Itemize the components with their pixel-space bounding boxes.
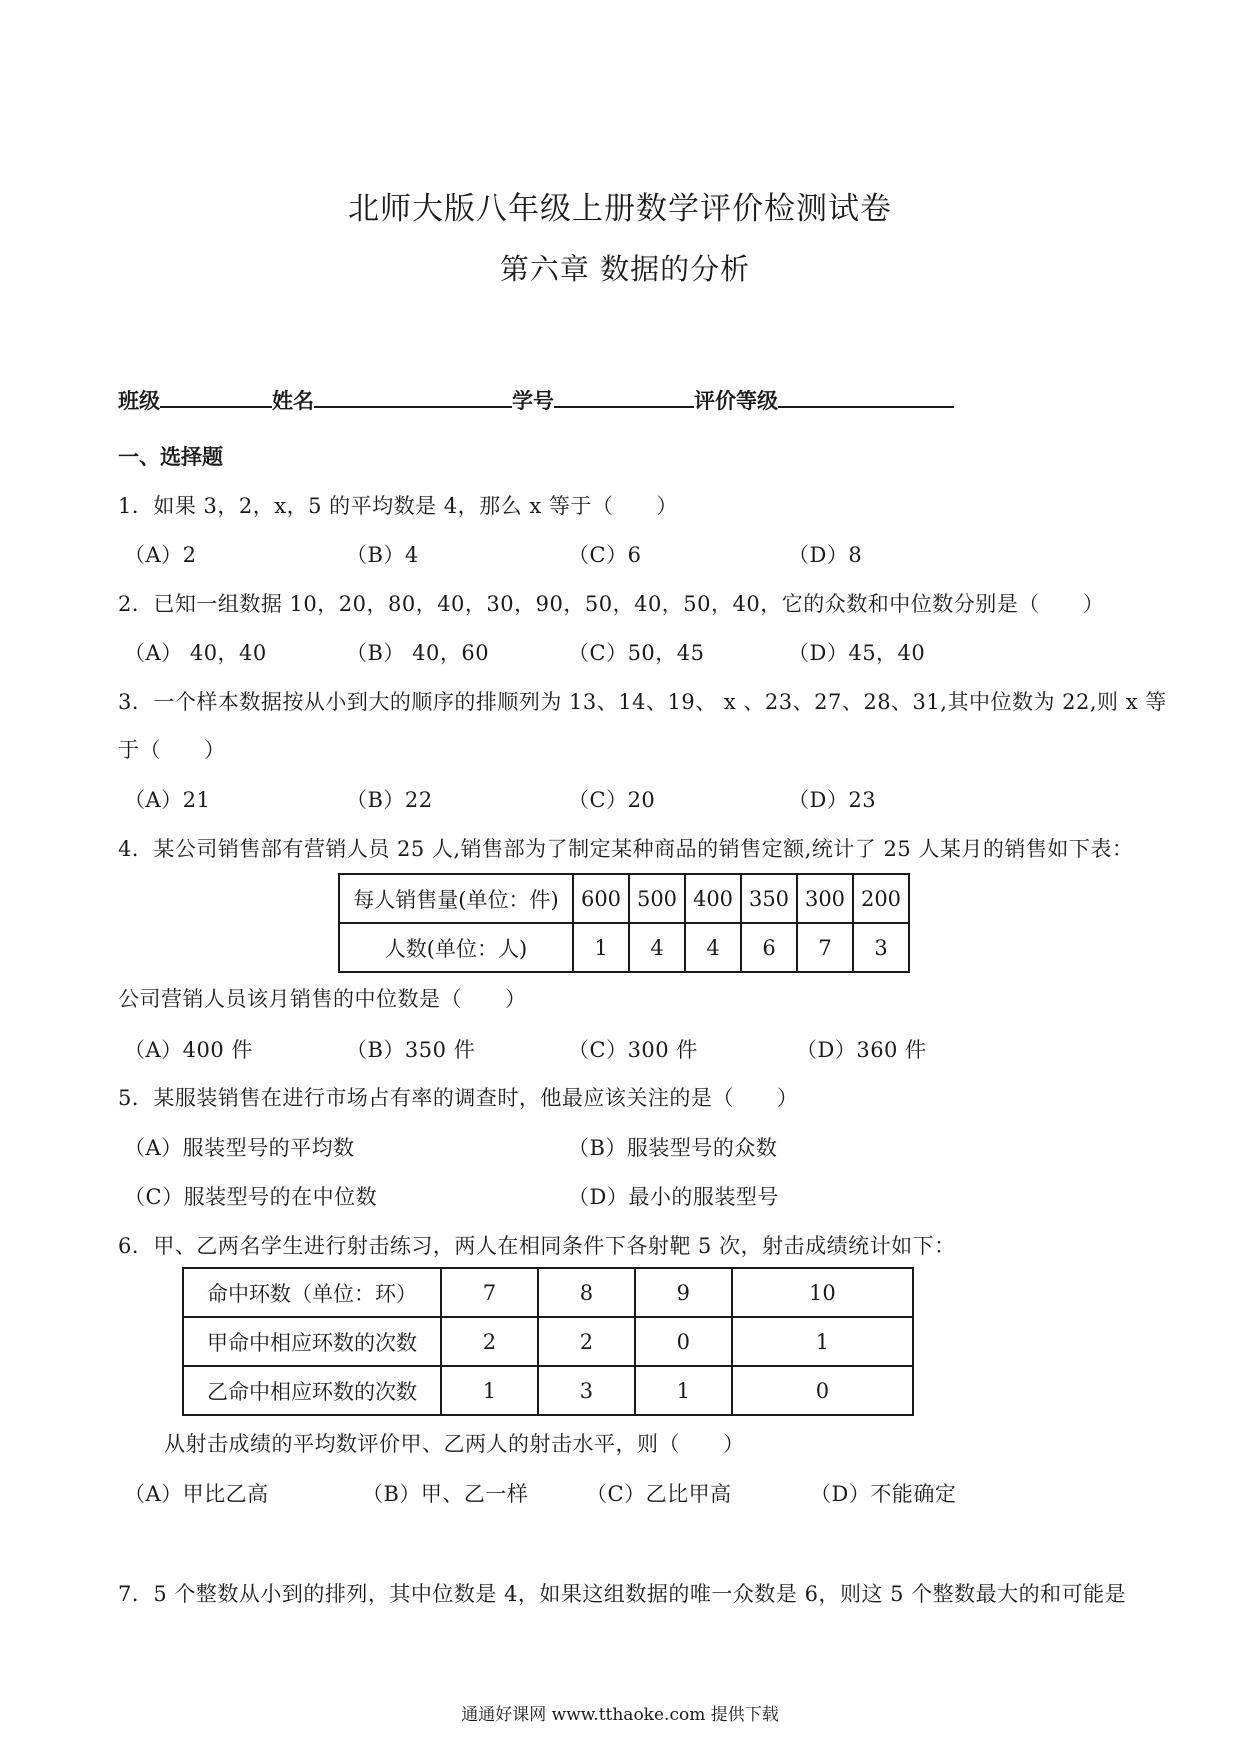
people-cell: 4 <box>629 923 685 972</box>
people-cell: 4 <box>685 923 741 972</box>
q4-option-d: （D）360 件 <box>796 1038 927 1062</box>
q1-option-b: （B）4 <box>346 543 419 567</box>
sales-cell: 400 <box>685 874 741 923</box>
people-cell: 7 <box>797 923 853 972</box>
q1-option-c: （C）6 <box>568 543 642 567</box>
rings-cell: 9 <box>635 1268 732 1317</box>
sales-table <box>338 873 910 973</box>
number-blank[interactable] <box>554 384 694 408</box>
sales-row <box>339 874 909 923</box>
question-7: 7．5 个整数从小到的排列，其中位数是 4，如果这组数据的唯一众数是 6，则这 5 个整数最大的和可能是 <box>118 1582 1127 1606</box>
grade-blank[interactable] <box>778 384 954 408</box>
grade-label: 评价等级 <box>694 389 778 413</box>
page-subtitle: 第六章 数据的分析 <box>499 252 751 286</box>
section-heading: 一、选择题 <box>118 445 223 469</box>
q3-option-c: （C）20 <box>568 788 656 812</box>
sales-cell: 600 <box>573 874 629 923</box>
q4-option-c: （C）300 件 <box>568 1038 698 1062</box>
q6-option-a: （A）甲比乙高 <box>124 1482 269 1506</box>
sales-cell: 300 <box>797 874 853 923</box>
sales-cell: 350 <box>741 874 797 923</box>
rings-cell: 7 <box>441 1268 538 1317</box>
question-6-prompt: 从射击成绩的平均数评价甲、乙两人的射击水平，则（ ） <box>164 1432 745 1456</box>
class-blank[interactable] <box>160 384 272 408</box>
name-blank[interactable] <box>314 384 512 408</box>
q6-option-b: （B）甲、乙一样 <box>362 1482 529 1506</box>
question-2: 2．已知一组数据 10，20，80，40，30，90，50，40，50，40，它的众数和中位数分别是（ ） <box>118 592 1105 616</box>
yi-cell: 1 <box>441 1366 538 1415</box>
jia-cell: 2 <box>441 1317 538 1366</box>
yi-cell: 3 <box>538 1366 635 1415</box>
question-5: 5．某服装销售在进行市场占有率的调查时，他最应该关注的是（ ） <box>118 1086 799 1110</box>
student-info-row <box>118 384 954 415</box>
people-row <box>339 923 909 972</box>
jia-row-header: 甲命中相应环数的次数 <box>183 1317 441 1366</box>
yi-cell: 0 <box>732 1366 913 1415</box>
people-cell: 3 <box>853 923 909 972</box>
jia-row <box>183 1317 913 1366</box>
question-4: 4．某公司销售部有营销人员 25 人,销售部为了制定某种商品的销售定额,统计了 25 人某月的销售如下表： <box>118 837 1134 861</box>
jia-cell: 1 <box>732 1317 913 1366</box>
rings-row-header: 命中环数（单位：环） <box>183 1268 441 1317</box>
question-3-line-2: 于（ ） <box>118 738 226 762</box>
people-cell: 6 <box>741 923 797 972</box>
sales-cell: 200 <box>853 874 909 923</box>
rings-cell: 8 <box>538 1268 635 1317</box>
sales-row-header: 每人销售量(单位：件) <box>339 874 573 923</box>
q5-option-b: （B）服装型号的众数 <box>568 1136 778 1160</box>
q6-option-d: （D）不能确定 <box>810 1482 957 1506</box>
jia-cell: 0 <box>635 1317 732 1366</box>
q2-option-d: （D）45，40 <box>788 641 926 665</box>
q4-option-b: （B）350 件 <box>346 1038 476 1062</box>
q2-option-c: （C）50，45 <box>568 641 705 665</box>
q1-option-d: （D）8 <box>788 543 863 567</box>
jia-cell: 2 <box>538 1317 635 1366</box>
q1-option-a: （A）2 <box>124 543 197 567</box>
q5-option-a: （A）服装型号的平均数 <box>124 1136 355 1160</box>
yi-row <box>183 1366 913 1415</box>
page-title: 北师大版八年级上册数学评价检测试卷 <box>348 191 892 227</box>
q5-option-c: （C）服装型号的在中位数 <box>124 1185 378 1209</box>
name-label: 姓名 <box>272 389 314 413</box>
class-label: 班级 <box>118 389 160 413</box>
sales-cell: 500 <box>629 874 685 923</box>
rings-cell: 10 <box>732 1268 913 1317</box>
yi-row-header: 乙命中相应环数的次数 <box>183 1366 441 1415</box>
q3-option-d: （D）23 <box>788 788 877 812</box>
people-cell: 1 <box>573 923 629 972</box>
yi-cell: 1 <box>635 1366 732 1415</box>
shooting-table <box>182 1267 914 1416</box>
question-4-prompt: 公司营销人员该月销售的中位数是（ ） <box>118 987 527 1011</box>
q2-option-a: （A） 40，40 <box>124 641 267 665</box>
question-3-line-1: 3．一个样本数据按从小到大的顺序的排顺列为 13、14、19、 x 、23、27、28、31,其中位数为 22,则 x 等 <box>118 690 1167 714</box>
question-6: 6．甲、乙两名学生进行射击练习，两人在相同条件下各射靶 5 次，射击成绩统计如下： <box>118 1234 956 1258</box>
rings-row <box>183 1268 913 1317</box>
number-label: 学号 <box>512 389 554 413</box>
question-1: 1．如果 3，2，x，5 的平均数是 4，那么 x 等于（ ） <box>118 494 678 518</box>
q4-option-a: （A）400 件 <box>124 1038 253 1062</box>
q2-option-b: （B） 40，60 <box>346 641 490 665</box>
q3-option-a: （A）21 <box>124 788 211 812</box>
q5-option-d: （D）最小的服装型号 <box>568 1185 779 1209</box>
people-row-header: 人数(单位：人) <box>339 923 573 972</box>
q6-option-c: （C）乙比甲高 <box>586 1482 732 1506</box>
q3-option-b: （B）22 <box>346 788 433 812</box>
footer-source: 通通好课网 www.tthaoke.com 提供下载 <box>461 1705 779 1725</box>
